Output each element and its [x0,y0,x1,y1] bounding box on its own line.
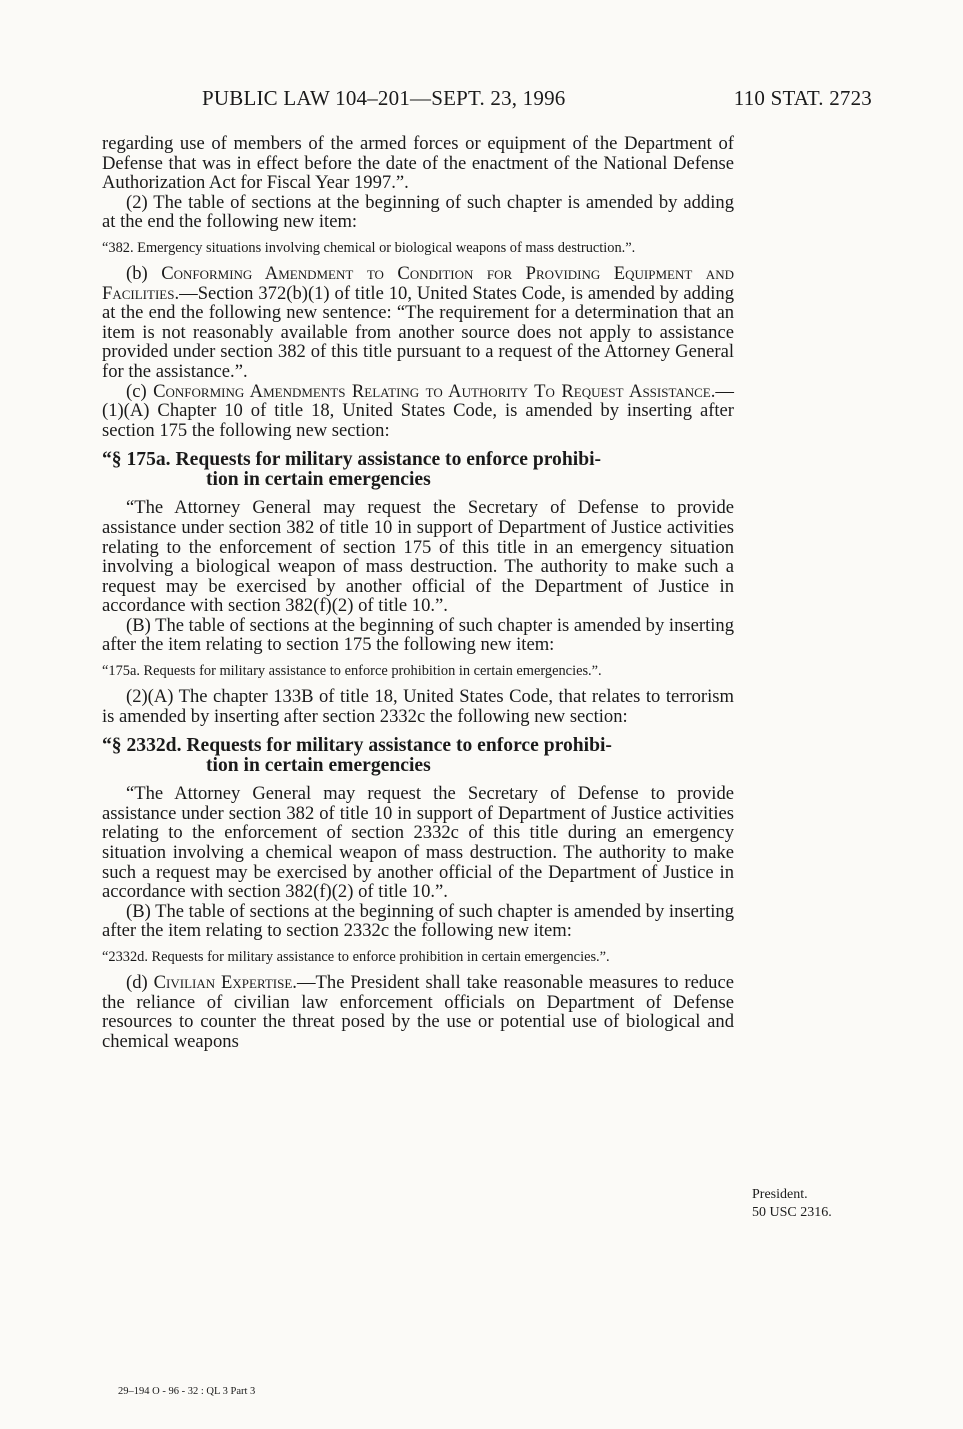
page-body [102,134,734,1051]
section-175a-heading-line1: “§ 175a. Requests for military assistance to enforce prohibi- [102,449,602,471]
print-footer: 29–194 O - 96 - 32 : QL 3 Part 3 [118,1386,256,1397]
subsection-d-label: (d) [126,972,154,993]
header-public-law: PUBLIC LAW 104–201—SEPT. 23, 1996 [202,86,566,110]
section-2332d-heading-line1: “§ 2332d. Requests for military assistance to enforce prohibi- [102,735,612,757]
section-175a-text: “The Attorney General may request the Secretary of Defense to provide assistance under section 382 of title 10 in support of Department of Justice activities relating to the enforcement of section 175 of this title in an emergency situation involving a biological weapon of mass destruction. The authority to make such a request may be exercised by another official of the Department of Justice in accordance with section 382(f)(2) of title 10.”. [102,497,734,617]
subsection-c-label: (c) [126,380,154,402]
section-2332d-heading [102,736,734,776]
subsection-c-heading: Conforming Amendments Relating to Authority To Request Assistance. [153,380,716,402]
subsection-b [102,264,734,382]
section-175a-heading [102,450,734,490]
subsection-c [102,382,734,441]
subsection-d-text: —The President shall take reasonable measures to reduce the reliance of civilian law enforcement officials on Department of Defense resources to counter the threat posed by the use or potential use of biological and chemical weapons [102,972,734,1052]
margin-note-usc: 50 USC 2316. [752,1205,832,1220]
table-item-2332d: “2332d. Requests for military assistance to enforce prohibition in certain emergencies.”. [102,949,610,965]
paragraph-2A: (2)(A) The chapter 133B of title 18, United States Code, that relates to terrorism is amended by inserting after section 2332c the following new section: [102,686,734,727]
paragraph-2332d-table: (B) The table of sections at the beginning of such chapter is amended by inserting after the item relating to section 2332c the following new item: [102,900,734,942]
section-2332d-heading-line2: tion in certain emergencies [206,755,431,777]
section-175a-heading-line2: tion in certain emergencies [206,469,431,491]
margin-note [752,1186,832,1222]
header-stat-page: 110 STAT. 2723 [733,86,872,110]
table-item-175a: “175a. Requests for military assistance to enforce prohibition in certain emergencies.”. [102,663,602,680]
section-2332d-text: “The Attorney General may request the Secretary of Defense to provide assistance under section 382 of title 10 in support of Department of Justice activities relating to the enforcement of section 2332c of this title during an emergency situation involving a chemical weapon of mass destruction. The authority to make such a request may be exercised by another official of the Department of Justice in accordance with section 382(f)(2) of title 10.”. [102,783,734,903]
subsection-b-heading: Conforming Amendment to Condition for Providing Equipment and Facilities. [102,262,734,304]
paragraph-continuation: regarding use of members of the armed forces or equipment of the Department of Defense that was in effect before the date of the enactment of the National Defense Authorization Act for Fiscal Year 1997.”. [102,133,734,194]
subsection-b-text: —Section 372(b)(1) of title 10, United States Code, is amended by adding at the end the following new sentence: “The requirement for a determination that an item is not reasonably available from another source does not apply to assistance provided under section 382 of this title pursuant to a request of the Attorney General for the assistance.”. [102,282,734,382]
paragraph-table-amendment: (2) The table of sections at the beginning of such chapter is amended by adding at the end the following new item: [102,191,734,233]
subsection-b-label: (b) [126,262,162,284]
paragraph-175a-table: (B) The table of sections at the beginning of such chapter is amended by inserting after the item relating to section 175 the following new item: [102,614,734,656]
subsection-d-heading: Civilian Expertise. [153,972,297,993]
subsection-d [102,973,734,1051]
subsection-c-text: —(1)(A) Chapter 10 of title 18, United States Code, is amended by inserting after section 175 the following new section: [102,380,734,441]
margin-note-president: President. [752,1187,808,1202]
table-item-382: “382. Emergency situations involving chemical or biological weapons of mass destruction.”. [102,239,636,256]
